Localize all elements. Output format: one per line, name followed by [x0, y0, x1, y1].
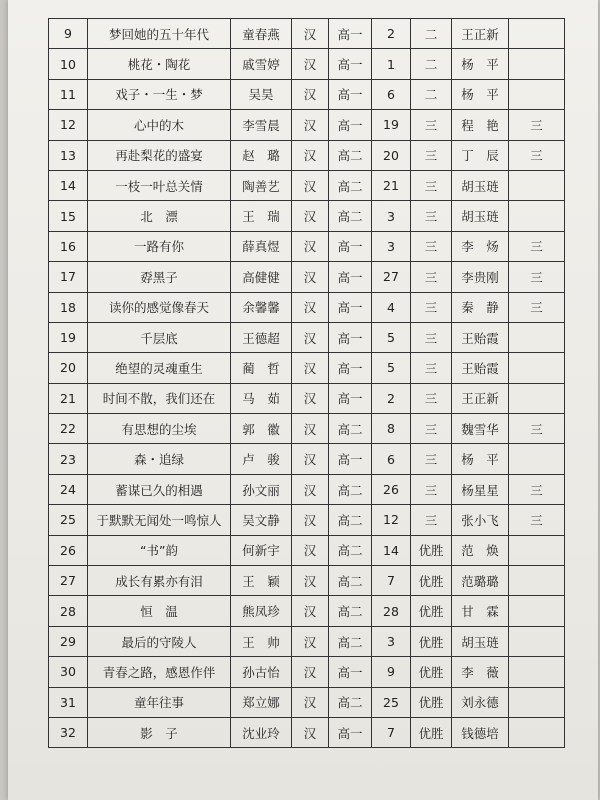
essay-title-cell: 读你的感觉像春天: [88, 292, 231, 322]
teacher-name-cell: 甘 霖: [452, 596, 509, 626]
class-number-cell: 6: [372, 79, 411, 109]
row-number-cell: 31: [49, 687, 88, 717]
row-number-cell: 17: [49, 262, 88, 292]
teacher-name-cell: 王贻霞: [452, 322, 509, 352]
essay-title-cell: 恒 温: [88, 596, 231, 626]
table-row: [49, 383, 565, 413]
ethnicity-cell: 汉: [292, 201, 329, 231]
class-number-cell: 6: [372, 444, 411, 474]
document-page: [8, 0, 598, 800]
teacher-name-cell: 刘永德: [452, 687, 509, 717]
table-row: [49, 414, 565, 444]
table-row: [49, 231, 565, 261]
grade-level-cell: 高二: [329, 505, 372, 535]
class-number-cell: 20: [372, 140, 411, 170]
table-row: [49, 262, 565, 292]
author-name-cell: 马 茹: [231, 383, 292, 413]
award-table-body: [49, 19, 565, 748]
author-name-cell: 蔺 哲: [231, 353, 292, 383]
table-row: [49, 353, 565, 383]
grade-level-cell: 高一: [329, 292, 372, 322]
grade-level-cell: 高一: [329, 262, 372, 292]
author-name-cell: 陶善艺: [231, 170, 292, 200]
award-level-cell: 三: [411, 505, 452, 535]
table-row: [49, 292, 565, 322]
extra-award-cell: [509, 79, 565, 109]
ethnicity-cell: 汉: [292, 717, 329, 747]
grade-level-cell: 高一: [329, 353, 372, 383]
grade-level-cell: 高二: [329, 566, 372, 596]
grade-level-cell: 高一: [329, 49, 372, 79]
extra-award-cell: [509, 657, 565, 687]
author-name-cell: 薛真煜: [231, 231, 292, 261]
class-number-cell: 5: [372, 322, 411, 352]
author-name-cell: 王德超: [231, 322, 292, 352]
award-level-cell: 优胜: [411, 657, 452, 687]
award-level-cell: 优胜: [411, 596, 452, 626]
teacher-name-cell: 范 焕: [452, 535, 509, 565]
extra-award-cell: 三: [509, 292, 565, 322]
extra-award-cell: [509, 383, 565, 413]
award-level-cell: 三: [411, 201, 452, 231]
extra-award-cell: 三: [509, 474, 565, 504]
essay-title-cell: 青春之路，感恩作伴: [88, 657, 231, 687]
row-number-cell: 9: [49, 19, 88, 49]
table-row: [49, 110, 565, 140]
class-number-cell: 7: [372, 566, 411, 596]
row-number-cell: 30: [49, 657, 88, 687]
author-name-cell: 李雪晨: [231, 110, 292, 140]
award-level-cell: 三: [411, 262, 452, 292]
row-number-cell: 18: [49, 292, 88, 322]
essay-title-cell: 北 漂: [88, 201, 231, 231]
author-name-cell: 王 瑞: [231, 201, 292, 231]
essay-title-cell: 于默默无闻处一鸣惊人: [88, 505, 231, 535]
author-name-cell: 王 帅: [231, 626, 292, 656]
award-level-cell: 优胜: [411, 535, 452, 565]
teacher-name-cell: 丁 辰: [452, 140, 509, 170]
ethnicity-cell: 汉: [292, 383, 329, 413]
author-name-cell: 孙文丽: [231, 474, 292, 504]
row-number-cell: 22: [49, 414, 88, 444]
essay-title-cell: 绝望的灵魂重生: [88, 353, 231, 383]
table-row: [49, 657, 565, 687]
essay-title-cell: 再赴梨花的盛宴: [88, 140, 231, 170]
ethnicity-cell: 汉: [292, 626, 329, 656]
grade-level-cell: 高一: [329, 19, 372, 49]
author-name-cell: 高健健: [231, 262, 292, 292]
table-row: [49, 79, 565, 109]
award-level-cell: 三: [411, 444, 452, 474]
ethnicity-cell: 汉: [292, 292, 329, 322]
essay-title-cell: 千层底: [88, 322, 231, 352]
table-row: [49, 140, 565, 170]
grade-level-cell: 高一: [329, 444, 372, 474]
class-number-cell: 1: [372, 49, 411, 79]
extra-award-cell: [509, 535, 565, 565]
award-level-cell: 三: [411, 292, 452, 322]
ethnicity-cell: 汉: [292, 353, 329, 383]
teacher-name-cell: 王正新: [452, 19, 509, 49]
grade-level-cell: 高二: [329, 140, 372, 170]
grade-level-cell: 高一: [329, 231, 372, 261]
grade-level-cell: 高一: [329, 383, 372, 413]
class-number-cell: 9: [372, 657, 411, 687]
teacher-name-cell: 李 炀: [452, 231, 509, 261]
extra-award-cell: [509, 322, 565, 352]
table-row: [49, 19, 565, 49]
row-number-cell: 19: [49, 322, 88, 352]
grade-level-cell: 高一: [329, 110, 372, 140]
essay-title-cell: 有思想的尘埃: [88, 414, 231, 444]
extra-award-cell: [509, 444, 565, 474]
teacher-name-cell: 王正新: [452, 383, 509, 413]
class-number-cell: 3: [372, 201, 411, 231]
award-table: [48, 18, 565, 748]
author-name-cell: 何新宇: [231, 535, 292, 565]
essay-title-cell: 成长有累亦有泪: [88, 566, 231, 596]
author-name-cell: 王 颖: [231, 566, 292, 596]
class-number-cell: 2: [372, 19, 411, 49]
table-row: [49, 717, 565, 747]
author-name-cell: 孙古怡: [231, 657, 292, 687]
row-number-cell: 10: [49, 49, 88, 79]
row-number-cell: 12: [49, 110, 88, 140]
award-level-cell: 三: [411, 353, 452, 383]
extra-award-cell: [509, 717, 565, 747]
essay-title-cell: 蓄谋已久的相遇: [88, 474, 231, 504]
author-name-cell: 戚雪婷: [231, 49, 292, 79]
teacher-name-cell: 秦 静: [452, 292, 509, 322]
row-number-cell: 16: [49, 231, 88, 261]
teacher-name-cell: 钱德培: [452, 717, 509, 747]
row-number-cell: 32: [49, 717, 88, 747]
extra-award-cell: [509, 626, 565, 656]
table-row: [49, 201, 565, 231]
essay-title-cell: 梦回她的五十年代: [88, 19, 231, 49]
ethnicity-cell: 汉: [292, 170, 329, 200]
class-number-cell: 25: [372, 687, 411, 717]
award-level-cell: 优胜: [411, 717, 452, 747]
teacher-name-cell: 杨 平: [452, 79, 509, 109]
class-number-cell: 28: [372, 596, 411, 626]
author-name-cell: 卢 骏: [231, 444, 292, 474]
teacher-name-cell: 李 薇: [452, 657, 509, 687]
award-level-cell: 三: [411, 474, 452, 504]
essay-title-cell: “书”韵: [88, 535, 231, 565]
grade-level-cell: 高一: [329, 657, 372, 687]
class-number-cell: 3: [372, 626, 411, 656]
grade-level-cell: 高二: [329, 626, 372, 656]
author-name-cell: 沈业玲: [231, 717, 292, 747]
class-number-cell: 7: [372, 717, 411, 747]
award-level-cell: 三: [411, 322, 452, 352]
table-row: [49, 474, 565, 504]
class-number-cell: 12: [372, 505, 411, 535]
ethnicity-cell: 汉: [292, 414, 329, 444]
ethnicity-cell: 汉: [292, 474, 329, 504]
essay-title-cell: 影 子: [88, 717, 231, 747]
grade-level-cell: 高二: [329, 535, 372, 565]
ethnicity-cell: 汉: [292, 19, 329, 49]
award-level-cell: 三: [411, 414, 452, 444]
author-name-cell: 赵 璐: [231, 140, 292, 170]
row-number-cell: 13: [49, 140, 88, 170]
award-level-cell: 优胜: [411, 626, 452, 656]
class-number-cell: 5: [372, 353, 411, 383]
extra-award-cell: [509, 49, 565, 79]
class-number-cell: 19: [372, 110, 411, 140]
essay-title-cell: 一枝一叶总关情: [88, 170, 231, 200]
award-level-cell: 三: [411, 383, 452, 413]
author-name-cell: 郑立娜: [231, 687, 292, 717]
ethnicity-cell: 汉: [292, 535, 329, 565]
class-number-cell: 8: [372, 414, 411, 444]
essay-title-cell: 时间不散，我们还在: [88, 383, 231, 413]
essay-title-cell: 桃花・陶花: [88, 49, 231, 79]
table-row: [49, 626, 565, 656]
extra-award-cell: [509, 170, 565, 200]
extra-award-cell: 三: [509, 414, 565, 444]
teacher-name-cell: 杨 平: [452, 49, 509, 79]
teacher-name-cell: 杨星星: [452, 474, 509, 504]
teacher-name-cell: 张小飞: [452, 505, 509, 535]
class-number-cell: 27: [372, 262, 411, 292]
table-row: [49, 566, 565, 596]
class-number-cell: 26: [372, 474, 411, 504]
essay-title-cell: 一路有你: [88, 231, 231, 261]
award-level-cell: 二: [411, 79, 452, 109]
row-number-cell: 11: [49, 79, 88, 109]
ethnicity-cell: 汉: [292, 110, 329, 140]
author-name-cell: 吴昊: [231, 79, 292, 109]
award-level-cell: 二: [411, 19, 452, 49]
extra-award-cell: [509, 566, 565, 596]
class-number-cell: 3: [372, 231, 411, 261]
row-number-cell: 28: [49, 596, 88, 626]
extra-award-cell: 三: [509, 140, 565, 170]
grade-level-cell: 高一: [329, 717, 372, 747]
author-name-cell: 童春燕: [231, 19, 292, 49]
essay-title-cell: 戏子・一生・梦: [88, 79, 231, 109]
class-number-cell: 4: [372, 292, 411, 322]
teacher-name-cell: 魏雪华: [452, 414, 509, 444]
essay-title-cell: 孬黑子: [88, 262, 231, 292]
ethnicity-cell: 汉: [292, 231, 329, 261]
grade-level-cell: 高一: [329, 79, 372, 109]
row-number-cell: 20: [49, 353, 88, 383]
grade-level-cell: 高二: [329, 596, 372, 626]
author-name-cell: 余馨馨: [231, 292, 292, 322]
table-row: [49, 535, 565, 565]
table-row: [49, 596, 565, 626]
teacher-name-cell: 程 艳: [452, 110, 509, 140]
essay-title-cell: 最后的守陵人: [88, 626, 231, 656]
extra-award-cell: [509, 687, 565, 717]
ethnicity-cell: 汉: [292, 566, 329, 596]
award-level-cell: 二: [411, 49, 452, 79]
grade-level-cell: 高二: [329, 170, 372, 200]
essay-title-cell: 童年往事: [88, 687, 231, 717]
table-row: [49, 322, 565, 352]
grade-level-cell: 高二: [329, 414, 372, 444]
teacher-name-cell: 胡玉琏: [452, 201, 509, 231]
ethnicity-cell: 汉: [292, 444, 329, 474]
author-name-cell: 熊凤珍: [231, 596, 292, 626]
award-level-cell: 三: [411, 140, 452, 170]
ethnicity-cell: 汉: [292, 79, 329, 109]
teacher-name-cell: 杨 平: [452, 444, 509, 474]
extra-award-cell: [509, 596, 565, 626]
ethnicity-cell: 汉: [292, 262, 329, 292]
award-level-cell: 优胜: [411, 566, 452, 596]
ethnicity-cell: 汉: [292, 596, 329, 626]
teacher-name-cell: 李贵刚: [452, 262, 509, 292]
extra-award-cell: 三: [509, 231, 565, 261]
row-number-cell: 21: [49, 383, 88, 413]
award-level-cell: 三: [411, 110, 452, 140]
grade-level-cell: 高二: [329, 687, 372, 717]
grade-level-cell: 高二: [329, 474, 372, 504]
essay-title-cell: 心中的木: [88, 110, 231, 140]
row-number-cell: 24: [49, 474, 88, 504]
table-row: [49, 687, 565, 717]
class-number-cell: 14: [372, 535, 411, 565]
ethnicity-cell: 汉: [292, 140, 329, 170]
award-level-cell: 三: [411, 231, 452, 261]
teacher-name-cell: 胡玉琏: [452, 170, 509, 200]
extra-award-cell: 三: [509, 505, 565, 535]
ethnicity-cell: 汉: [292, 657, 329, 687]
ethnicity-cell: 汉: [292, 687, 329, 717]
extra-award-cell: [509, 353, 565, 383]
teacher-name-cell: 胡玉琏: [452, 626, 509, 656]
award-level-cell: 三: [411, 170, 452, 200]
table-row: [49, 444, 565, 474]
row-number-cell: 26: [49, 535, 88, 565]
table-row: [49, 49, 565, 79]
essay-title-cell: 森・追绿: [88, 444, 231, 474]
table-row: [49, 170, 565, 200]
author-name-cell: 吴文静: [231, 505, 292, 535]
author-name-cell: 郭 徽: [231, 414, 292, 444]
class-number-cell: 2: [372, 383, 411, 413]
teacher-name-cell: 王贻霞: [452, 353, 509, 383]
row-number-cell: 14: [49, 170, 88, 200]
row-number-cell: 25: [49, 505, 88, 535]
ethnicity-cell: 汉: [292, 49, 329, 79]
class-number-cell: 21: [372, 170, 411, 200]
award-level-cell: 优胜: [411, 687, 452, 717]
ethnicity-cell: 汉: [292, 322, 329, 352]
row-number-cell: 15: [49, 201, 88, 231]
extra-award-cell: [509, 201, 565, 231]
table-row: [49, 505, 565, 535]
teacher-name-cell: 范璐璐: [452, 566, 509, 596]
extra-award-cell: 三: [509, 262, 565, 292]
ethnicity-cell: 汉: [292, 505, 329, 535]
extra-award-cell: [509, 19, 565, 49]
grade-level-cell: 高一: [329, 322, 372, 352]
row-number-cell: 27: [49, 566, 88, 596]
grade-level-cell: 高二: [329, 201, 372, 231]
row-number-cell: 29: [49, 626, 88, 656]
row-number-cell: 23: [49, 444, 88, 474]
extra-award-cell: 三: [509, 110, 565, 140]
